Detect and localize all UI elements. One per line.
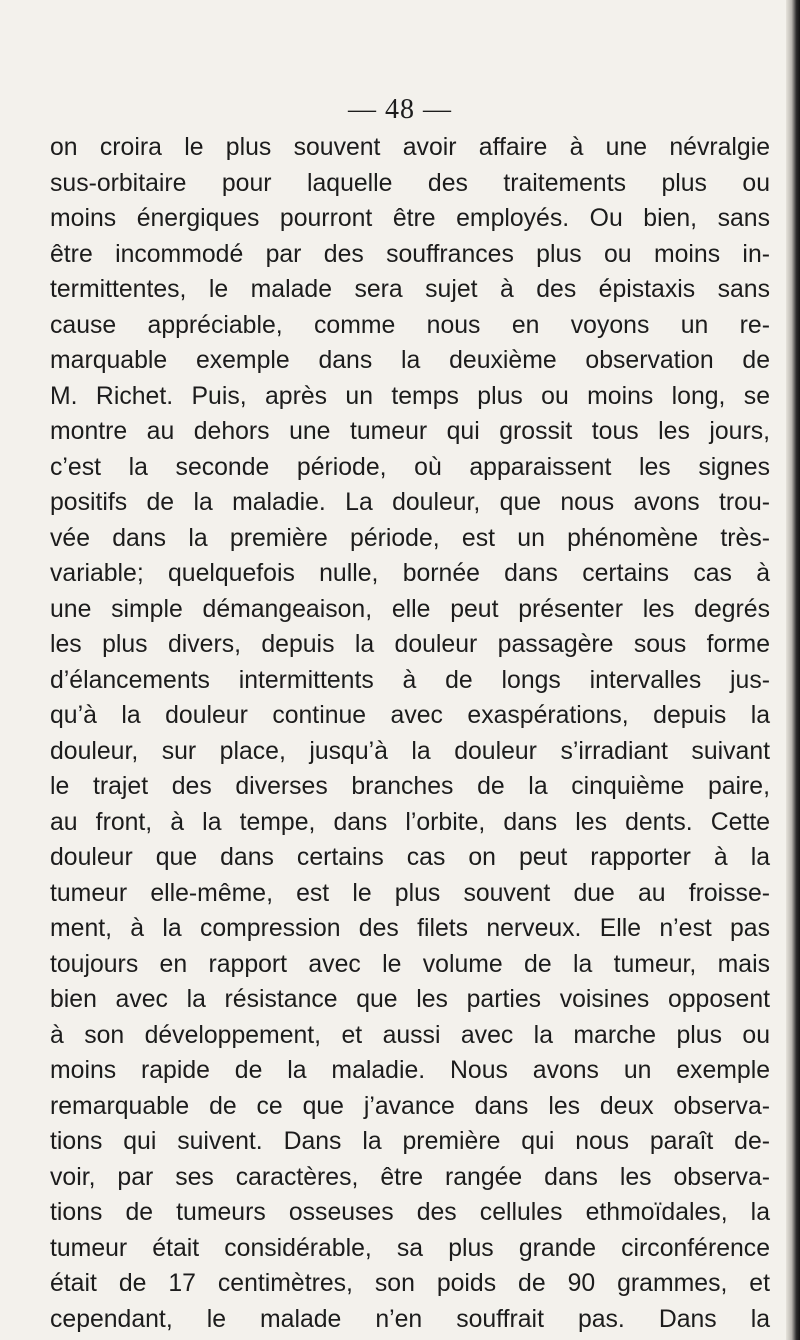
text-line: voir, par ses caractères, être rangée dans les observa-: [50, 1163, 770, 1191]
text-line: tumeur était considérable, sa plus grande circonférence: [50, 1234, 770, 1262]
text-line: tions qui suivent. Dans la première qui nous paraît de-: [50, 1128, 770, 1155]
page-number: — 48 —: [348, 94, 452, 125]
text-line: bien avec la résistance que les parties voisines opposent: [50, 986, 770, 1013]
body-text: [50, 130, 770, 1337]
text-line: remarquable de ce que j’avance dans les deux observa-: [50, 1092, 770, 1120]
text-line: moins rapide de la maladie. Nous avons un exemple: [50, 1057, 770, 1084]
text-line: être incommodé par des souffrances plus ou moins in-: [50, 240, 770, 268]
text-line: une simple démangeaison, elle peut présenter les degrés: [50, 595, 770, 623]
text-line: les plus divers, depuis la douleur passagère sous forme: [50, 631, 770, 658]
text-line: toujours en rapport avec le volume de la tumeur, mais: [50, 950, 770, 978]
text-line: vée dans la première période, est un phénomène très-: [50, 524, 770, 552]
text-line: positifs de la maladie. La douleur, que nous avons trou-: [50, 489, 770, 516]
text-line: moins énergiques pourront être employés. Ou bien, sans: [50, 205, 770, 232]
text-line: d’élancements intermittents à de longs intervalles jus-: [50, 666, 770, 694]
text-line: ment, à la compression des filets nerveux. Elle n’est pas: [50, 915, 770, 942]
text-line: montre au dehors une tumeur qui grossit tous les jours,: [50, 418, 770, 445]
text-line: douleur que dans certains cas on peut rapporter à la: [50, 844, 770, 871]
text-line: douleur, sur place, jusqu’à la douleur s’irradiant suivant: [50, 737, 770, 765]
text-line: au front, à la tempe, dans l’orbite, dans les dents. Cette: [50, 808, 770, 836]
text-line: termittentes, le malade sera sujet à des épistaxis sans: [50, 276, 770, 303]
text-line: variable; quelquefois nulle, bornée dans certains cas à: [50, 560, 770, 587]
page-edge-shadow: [786, 0, 800, 1340]
text-line: qu’à la douleur continue avec exaspérations, depuis la: [50, 702, 770, 729]
text-line: à son développement, et aussi avec la marche plus ou: [50, 1021, 770, 1049]
text-line: M. Richet. Puis, après un temps plus ou moins long, se: [50, 382, 770, 410]
text-line: tumeur elle-même, est le plus souvent due au froisse-: [50, 879, 770, 907]
text-line: marquable exemple dans la deuxième observation de: [50, 347, 770, 374]
text-line: était de 17 centimètres, son poids de 90 grammes, et: [50, 1270, 770, 1297]
text-line: tions de tumeurs osseuses des cellules ethmoïdales, la: [50, 1199, 770, 1226]
text-line: le trajet des diverses branches de la cinquième paire,: [50, 773, 770, 800]
text-line: on croira le plus souvent avoir affaire à une névralgie: [50, 134, 770, 161]
text-line: c’est la seconde période, où apparaissent les signes: [50, 453, 770, 481]
text-line: sus-orbitaire pour laquelle des traitements plus ou: [50, 169, 770, 197]
text-line: cependant, le malade n’en souffrait pas. Dans la: [50, 1305, 770, 1333]
text-line: cause appréciable, comme nous en voyons un re-: [50, 311, 770, 339]
